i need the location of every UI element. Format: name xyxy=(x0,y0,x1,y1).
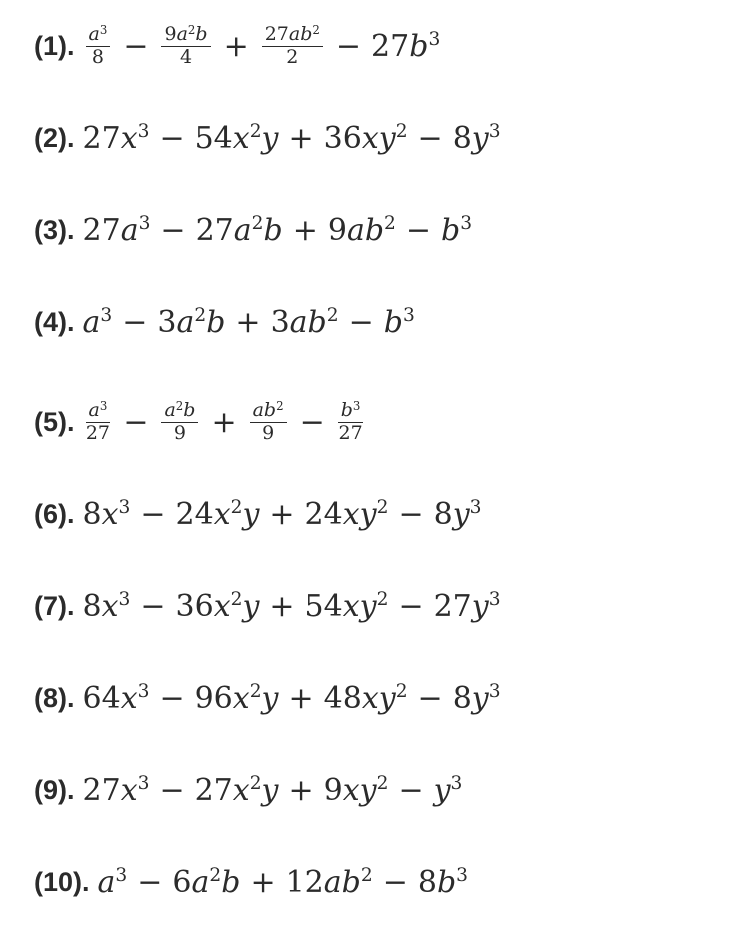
variable: b xyxy=(436,864,457,900)
exponent: 2 xyxy=(230,497,243,519)
exponent: 2 xyxy=(312,23,320,38)
monomial-term xyxy=(196,213,283,248)
monomial-term xyxy=(324,121,408,156)
variable: y xyxy=(261,680,279,716)
exponent: 3 xyxy=(450,773,463,795)
operator: + xyxy=(250,864,276,900)
operator: − xyxy=(348,304,374,340)
monomial-term xyxy=(195,773,279,808)
operator: + xyxy=(269,588,295,624)
operator: + xyxy=(223,28,249,64)
problem-item xyxy=(34,108,501,168)
coefficient: 8 xyxy=(82,496,102,532)
coefficient: 6 xyxy=(172,864,192,900)
exponent: 2 xyxy=(326,305,339,327)
monomial-term xyxy=(384,305,415,340)
coefficient: 27 xyxy=(82,212,121,248)
problem-item xyxy=(34,292,415,352)
operator: − xyxy=(417,680,443,716)
operator: − xyxy=(123,28,149,64)
coefficient: 27 xyxy=(433,588,472,624)
exponent: 2 xyxy=(376,773,389,795)
denominator: 9 xyxy=(262,421,275,444)
exponent: 2 xyxy=(384,213,396,235)
exponent: 2 xyxy=(376,589,389,611)
variable: ab xyxy=(289,304,327,340)
monomial-term xyxy=(83,213,151,248)
exponent: 3 xyxy=(99,23,108,38)
fraction-term xyxy=(161,398,198,444)
exponent: 3 xyxy=(352,399,361,414)
problem-item xyxy=(34,852,468,912)
coefficient: 24 xyxy=(304,496,343,532)
variable: a xyxy=(191,864,210,900)
operator: − xyxy=(140,588,166,624)
operator: + xyxy=(269,496,295,532)
variable: a xyxy=(82,304,101,340)
variable: b xyxy=(183,398,196,421)
operator: − xyxy=(417,120,443,156)
operator: + xyxy=(288,772,314,808)
coefficient: 27 xyxy=(371,28,410,64)
variable: y xyxy=(471,120,489,156)
monomial-term xyxy=(453,681,501,716)
coefficient: 27 xyxy=(264,22,289,45)
variable: x xyxy=(120,680,138,716)
fraction-term xyxy=(86,22,111,68)
numerator xyxy=(161,398,198,423)
variable: x xyxy=(232,772,250,808)
problem-number: (1). xyxy=(34,30,75,61)
exponent: 2 xyxy=(209,865,222,887)
operator: − xyxy=(137,864,163,900)
problem-number: (10). xyxy=(34,866,90,897)
variable: x xyxy=(101,588,119,624)
problem-number: (7). xyxy=(34,590,75,621)
monomial-term xyxy=(418,865,468,900)
numerator xyxy=(338,398,364,423)
numerator xyxy=(86,398,111,423)
operator: − xyxy=(398,496,424,532)
coefficient: 36 xyxy=(323,120,362,156)
coefficient: 3 xyxy=(157,304,177,340)
variable: a xyxy=(164,398,176,421)
problem-number: (5). xyxy=(34,406,75,437)
coefficient: 24 xyxy=(175,496,214,532)
operator: − xyxy=(122,304,148,340)
polynomial-expression xyxy=(83,398,367,444)
problem-item xyxy=(34,668,501,728)
exponent: 2 xyxy=(249,773,262,795)
variable: b xyxy=(340,398,353,421)
problem-item xyxy=(34,16,440,76)
monomial-term xyxy=(83,497,131,532)
monomial-term xyxy=(83,773,150,808)
variable: a xyxy=(88,22,100,45)
coefficient: 12 xyxy=(285,864,324,900)
operator: + xyxy=(211,404,237,440)
monomial-term xyxy=(83,589,131,624)
operator: − xyxy=(398,588,424,624)
monomial-term xyxy=(271,305,339,340)
problem-number: (6). xyxy=(34,498,75,529)
variable: x xyxy=(120,120,138,156)
coefficient: 48 xyxy=(323,680,362,716)
fraction-term xyxy=(161,22,210,68)
problem-number: (3). xyxy=(34,214,75,245)
variable: y xyxy=(471,680,489,716)
operator: + xyxy=(292,212,318,248)
operator: + xyxy=(288,120,314,156)
operator: − xyxy=(335,28,362,64)
exponent: 2 xyxy=(276,399,284,414)
exponent: 2 xyxy=(249,121,262,143)
polynomial-expression xyxy=(83,121,501,156)
variable: xy xyxy=(361,680,396,716)
exponent: 2 xyxy=(230,589,243,611)
exponent: 2 xyxy=(395,681,408,703)
variable: y xyxy=(471,588,489,624)
operator: − xyxy=(405,212,432,248)
operator: − xyxy=(140,496,166,532)
operator: + xyxy=(288,680,314,716)
operator: − xyxy=(123,404,149,440)
coefficient: 27 xyxy=(195,212,234,248)
variable: xy xyxy=(361,120,396,156)
monomial-term xyxy=(172,865,240,900)
operator: + xyxy=(235,304,261,340)
problem-item xyxy=(34,200,472,260)
variable: xy xyxy=(342,588,377,624)
exponent: 3 xyxy=(118,589,131,611)
exponent: 3 xyxy=(118,497,131,519)
monomial-term xyxy=(195,121,279,156)
variable: y xyxy=(261,120,279,156)
problem-number: (2). xyxy=(34,122,75,153)
denominator: 2 xyxy=(286,45,299,68)
exponent: 2 xyxy=(251,213,264,235)
monomial-term xyxy=(286,865,373,900)
monomial-term xyxy=(434,589,501,624)
variable: x xyxy=(101,496,119,532)
variable: xy xyxy=(342,772,377,808)
fraction-term xyxy=(338,398,364,444)
exponent: 3 xyxy=(137,121,150,143)
coefficient: 27 xyxy=(194,772,233,808)
variable: b xyxy=(221,864,241,900)
variable: ab xyxy=(288,22,313,45)
exponent: 3 xyxy=(137,681,150,703)
exponent: 3 xyxy=(115,865,128,887)
polynomial-expression xyxy=(83,773,463,808)
fraction-term xyxy=(250,398,287,444)
monomial-term xyxy=(195,681,279,716)
exponent: 2 xyxy=(187,23,196,38)
exponent: 2 xyxy=(360,865,373,887)
problem-item xyxy=(34,392,366,452)
variable: y xyxy=(242,496,260,532)
problem-number: (8). xyxy=(34,682,75,713)
variable: ab xyxy=(346,212,385,248)
variable: b xyxy=(409,28,429,64)
polynomial-expression xyxy=(98,865,468,900)
variable: y xyxy=(242,588,260,624)
exponent: 3 xyxy=(469,497,482,519)
operator: − xyxy=(159,680,185,716)
monomial-term xyxy=(324,681,408,716)
variable: b xyxy=(263,212,283,248)
monomial-term xyxy=(83,305,113,340)
coefficient: 9 xyxy=(323,772,343,808)
exponent: 2 xyxy=(376,497,389,519)
monomial-term xyxy=(176,589,260,624)
coefficient: 64 xyxy=(82,680,121,716)
polynomial-expression xyxy=(83,589,501,624)
polynomial-expression xyxy=(83,497,482,532)
coefficient: 3 xyxy=(270,304,290,340)
monomial-term xyxy=(98,865,128,900)
variable: a xyxy=(120,212,139,248)
polynomial-expression xyxy=(83,213,473,248)
denominator: 4 xyxy=(179,45,193,68)
monomial-term xyxy=(434,773,463,808)
variable: a xyxy=(176,304,195,340)
exponent: 3 xyxy=(402,305,415,327)
exponent: 3 xyxy=(488,589,501,611)
exponent: 2 xyxy=(194,305,207,327)
monomial-term xyxy=(441,213,472,248)
variable: a xyxy=(88,398,100,421)
monomial-term xyxy=(371,29,440,64)
coefficient: 27 xyxy=(82,772,121,808)
denominator: 27 xyxy=(338,421,363,444)
operator: − xyxy=(382,864,408,900)
fraction-term xyxy=(262,22,323,68)
denominator: 9 xyxy=(173,421,187,444)
coefficient: 8 xyxy=(82,588,102,624)
variable: a xyxy=(97,864,116,900)
polynomial-expression xyxy=(83,305,415,340)
coefficient: 27 xyxy=(82,120,121,156)
monomial-term xyxy=(434,497,482,532)
exponent: 3 xyxy=(100,305,113,327)
exponent: 3 xyxy=(488,121,501,143)
coefficient: 9 xyxy=(164,22,177,45)
exponent: 3 xyxy=(137,773,150,795)
operator: − xyxy=(160,212,186,248)
exponent: 2 xyxy=(395,121,408,143)
fraction-term xyxy=(85,398,111,444)
numerator xyxy=(250,398,287,423)
exponent: 3 xyxy=(488,681,501,703)
problem-number: (9). xyxy=(34,774,75,805)
coefficient: 96 xyxy=(194,680,233,716)
polynomial-expression xyxy=(83,681,501,716)
problem-item xyxy=(34,576,501,636)
numerator xyxy=(262,22,323,47)
exponent: 3 xyxy=(460,213,473,235)
variable: x xyxy=(213,588,231,624)
variable: b xyxy=(383,304,403,340)
variable: ab xyxy=(252,398,277,421)
exponent: 3 xyxy=(456,865,469,887)
coefficient: 54 xyxy=(304,588,343,624)
variable: x xyxy=(232,680,250,716)
monomial-term xyxy=(176,497,260,532)
problem-item xyxy=(34,484,481,544)
coefficient: 8 xyxy=(452,120,472,156)
monomial-term xyxy=(83,121,150,156)
operator: − xyxy=(159,120,185,156)
coefficient: 54 xyxy=(194,120,233,156)
monomial-term xyxy=(305,589,389,624)
variable: b xyxy=(195,22,208,45)
variable: xy xyxy=(342,496,377,532)
monomial-term xyxy=(157,305,225,340)
operator: − xyxy=(159,772,185,808)
monomial-term xyxy=(305,497,389,532)
exponent: 2 xyxy=(249,681,262,703)
variable: y xyxy=(261,772,279,808)
denominator: 27 xyxy=(85,421,110,444)
problem-number: (4). xyxy=(34,306,75,337)
variable: a xyxy=(176,22,188,45)
problem-item xyxy=(34,760,462,820)
variable: ab xyxy=(323,864,361,900)
numerator xyxy=(161,22,210,47)
variable: x xyxy=(213,496,231,532)
denominator: 8 xyxy=(91,45,104,68)
variable: y xyxy=(433,772,451,808)
operator: − xyxy=(299,404,325,440)
monomial-term xyxy=(83,681,150,716)
coefficient: 8 xyxy=(452,680,472,716)
monomial-term xyxy=(324,773,389,808)
variable: b xyxy=(206,304,226,340)
exponent: 3 xyxy=(99,399,108,414)
coefficient: 8 xyxy=(433,496,453,532)
exponent: 2 xyxy=(175,399,184,414)
monomial-term xyxy=(328,213,396,248)
variable: x xyxy=(232,120,250,156)
variable: x xyxy=(120,772,138,808)
exponent: 3 xyxy=(138,213,151,235)
operator: − xyxy=(398,772,424,808)
variable: a xyxy=(233,212,252,248)
coefficient: 36 xyxy=(175,588,214,624)
variable: y xyxy=(452,496,470,532)
variable: b xyxy=(441,212,461,248)
polynomial-expression xyxy=(83,22,441,68)
exponent: 3 xyxy=(428,29,441,51)
monomial-term xyxy=(453,121,501,156)
coefficient: 8 xyxy=(417,864,437,900)
numerator xyxy=(86,22,111,47)
coefficient: 9 xyxy=(327,212,347,248)
